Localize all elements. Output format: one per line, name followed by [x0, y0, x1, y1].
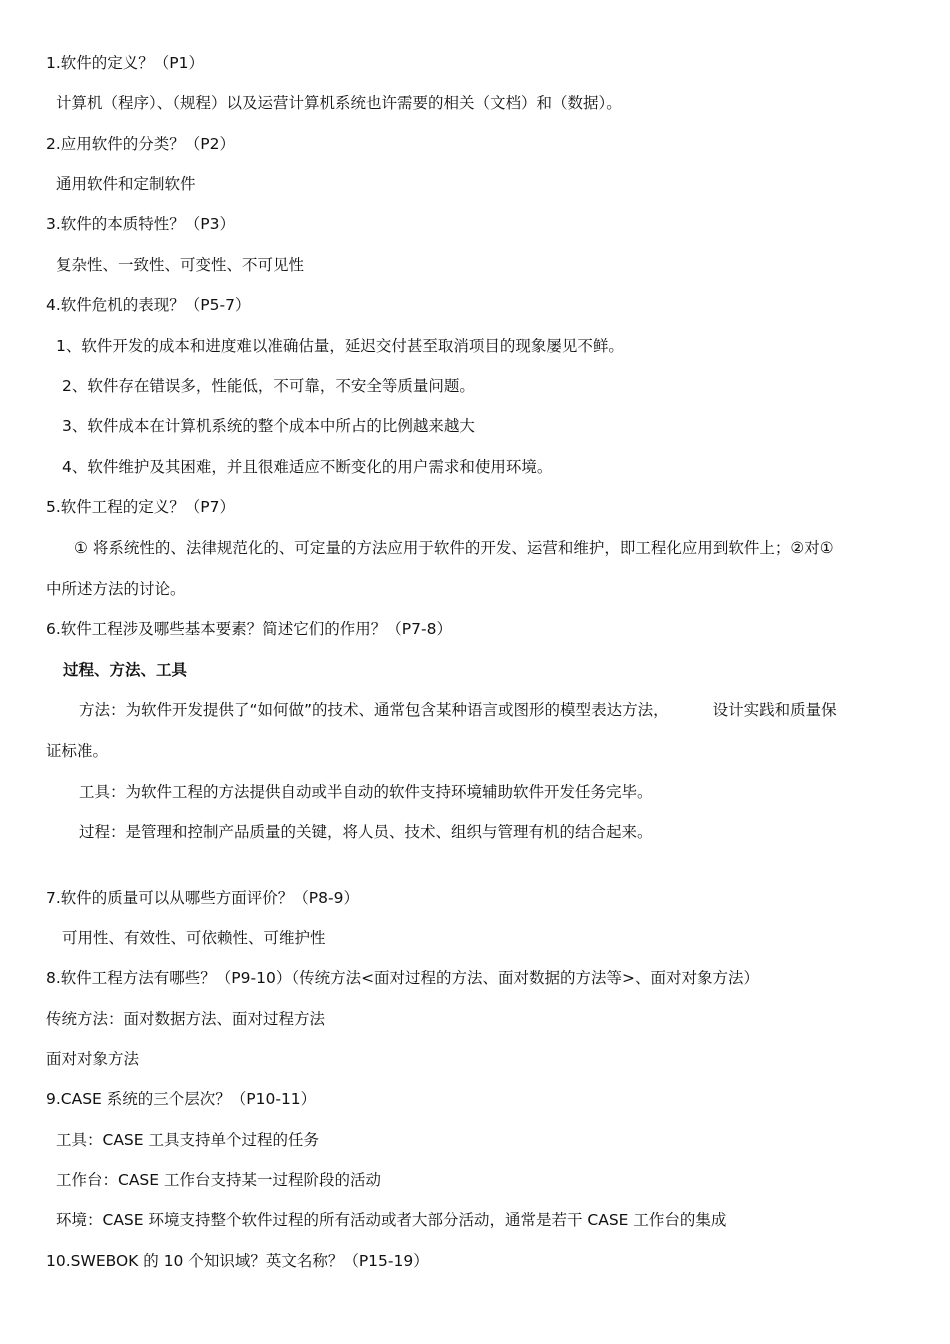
answer-9-workbench: 工作台：CASE 工作台支持某一过程阶段的活动	[56, 1171, 381, 1189]
question-6: 6.软件工程涉及哪些基本要素？简述它们的作用？（P7-8）	[46, 620, 452, 638]
question-1: 1.软件的定义？（P1）	[46, 54, 204, 72]
answer-6-method-text: 方法：为软件开发提供了“如何做”的技术、通常包含某种语言或图形的模型表达方法，	[79, 701, 669, 719]
answer-9-tool: 工具：CASE 工具支持单个过程的任务	[56, 1131, 319, 1149]
question-4: 4.软件危机的表现？（P5-7）	[46, 296, 251, 314]
question-3: 3.软件的本质特性？（P3）	[46, 215, 235, 233]
answer-5-line-2: 中所述方法的讨论。	[46, 580, 186, 598]
question-10: 10.SWEBOK 的 10 个知识域？英文名称？（P15-19）	[46, 1252, 429, 1270]
answer-8-line-2: 面对对象方法	[46, 1050, 140, 1068]
answer-4-item-4: 4、软件维护及其困难，并且很难适应不断变化的用户需求和使用环境。	[62, 458, 553, 476]
answer-6-method	[79, 698, 837, 722]
answer-6-method-cont: 证标准。	[46, 742, 109, 760]
answer-4-item-3: 3、软件成本在计算机系统的整个成本中所占的比例越来越大	[62, 417, 475, 435]
answer-2: 通用软件和定制软件	[56, 175, 196, 193]
question-9: 9.CASE 系统的三个层次？（P10-11）	[46, 1090, 317, 1108]
answer-6-process: 过程：是管理和控制产品质量的关键，将人员、技术、组织与管理有机的结合起来。	[79, 823, 653, 841]
question-8: 8.软件工程方法有哪些？（P9-10）（传统方法<面对过程的方法、面对数据的方法等>、面对对象方法）	[46, 969, 760, 987]
answer-6-method-tail: 设计实践和质量保	[712, 701, 837, 719]
question-5: 5.软件工程的定义？（P7）	[46, 498, 235, 516]
answer-1: 计算机（程序）、（规程）以及运营计算机系统也许需要的相关（文档）和（数据）。	[56, 94, 622, 112]
question-7: 7.软件的质量可以从哪些方面评价？（P8-9）	[46, 889, 359, 907]
answer-6-heading: 过程、方法、工具	[63, 661, 188, 679]
question-2: 2.应用软件的分类？（P2）	[46, 135, 235, 153]
answer-3: 复杂性、一致性、可变性、不可见性	[56, 256, 305, 274]
answer-5-line-1: ① 将系统性的、法律规范化的、可定量的方法应用于软件的开发、运营和维护，即工程化应用到软件上；②对①	[74, 539, 834, 557]
answer-6-tool: 工具：为软件工程的方法提供自动或半自动的软件支持环境辅助软件开发任务完毕。	[79, 783, 653, 801]
answer-7: 可用性、有效性、可依赖性、可维护性	[62, 929, 326, 947]
answer-4-item-2: 2、软件存在错误多，性能低，不可靠，不安全等质量问题。	[62, 377, 475, 395]
answer-9-environment: 环境：CASE 环境支持整个软件过程的所有活动或者大部分活动，通常是若干 CASE 工作台的集成	[56, 1211, 727, 1229]
answer-4-item-1: 1、软件开发的成本和进度难以准确估量，延迟交付甚至取消项目的现象屡见不鲜。	[56, 337, 624, 355]
answer-8-line-1: 传统方法：面对数据方法、面对过程方法	[46, 1010, 326, 1028]
